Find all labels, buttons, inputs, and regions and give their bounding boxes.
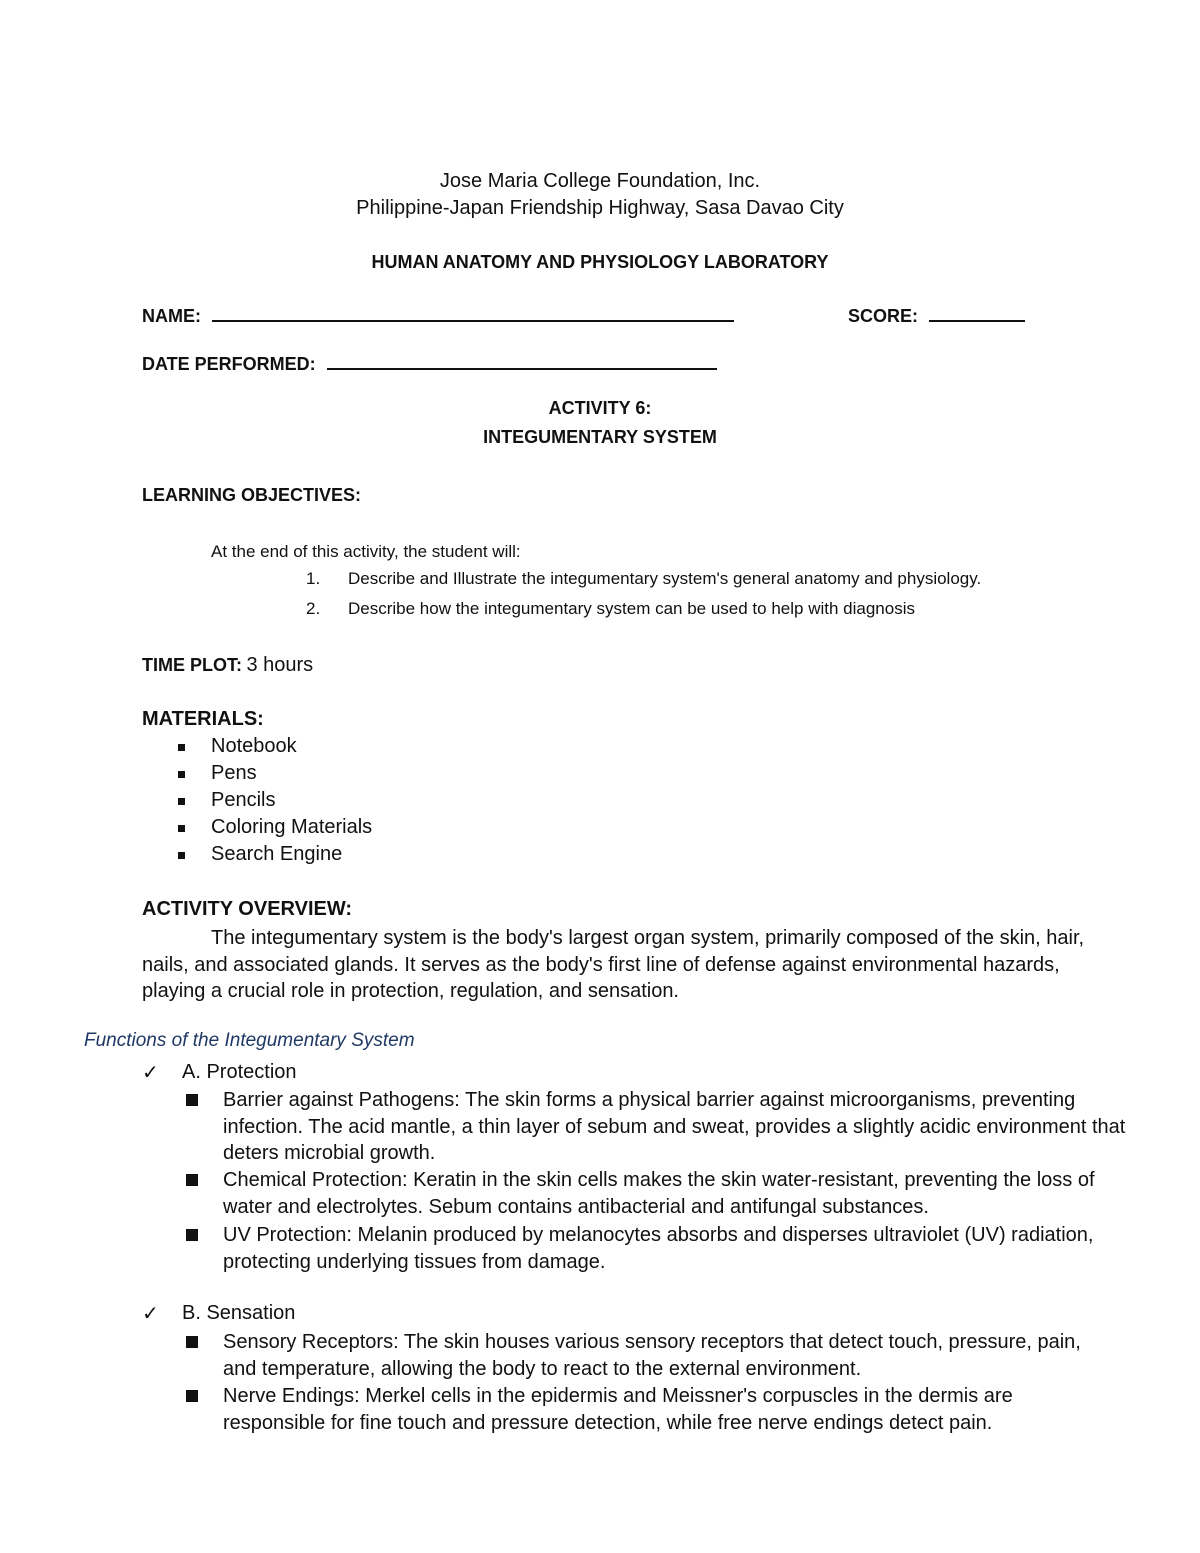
functions-section-title: Functions of the Integumentary System (84, 1030, 415, 1051)
protection-bullet (223, 1167, 1095, 1220)
name-field (142, 302, 734, 327)
bullet-square-icon (186, 1390, 198, 1402)
score-field (848, 302, 1025, 327)
bullet-line: water and electrolytes. Sebum contains antibacterial and antifungal substances. (223, 1195, 929, 1218)
objective-number-2: 2. (306, 599, 321, 618)
overview-line: nails, and associated glands. It serves as the body's first line of defense against environmental hazards, (142, 953, 1060, 976)
checkmark-icon: ✓ (142, 1060, 159, 1084)
material-item: Search Engine (211, 843, 343, 865)
objective-item-2: Describe how the integumentary system can be used to help with diagnosis (348, 599, 915, 618)
overview-paragraph (142, 925, 1085, 1005)
sensation-label: B. Sensation (182, 1302, 296, 1324)
overview-heading: ACTIVITY OVERVIEW: (142, 898, 353, 920)
protection-bullet (223, 1087, 1125, 1167)
bullet-square-icon (178, 825, 185, 832)
date-blank-line[interactable] (327, 350, 717, 370)
protection-label: A. Protection (182, 1061, 297, 1083)
bullet-square-icon (186, 1229, 198, 1241)
date-performed-label: DATE PERFORMED: (142, 354, 316, 374)
objective-item-1: Describe and Illustrate the integumentary system's general anatomy and physiology. (348, 569, 982, 588)
time-plot-value: 3 hours (246, 654, 314, 676)
institution-name: Jose Maria College Foundation, Inc. (439, 170, 761, 192)
material-item: Pencils (211, 789, 276, 811)
bullet-square-icon (186, 1336, 198, 1348)
score-blank-line[interactable] (929, 302, 1025, 322)
bullet-line: protecting underlying tissues from damage. (223, 1250, 606, 1273)
activity-number: ACTIVITY 6: (548, 398, 652, 418)
bullet-line: responsible for fine touch and pressure detection, while free nerve endings detect pain. (223, 1411, 993, 1434)
sensation-bullet (223, 1329, 1081, 1382)
bullet-line: Nerve Endings: Merkel cells in the epidermis and Meissner's corpuscles in the dermis are (223, 1385, 1013, 1407)
bullet-line: infection. The acid mantle, a thin layer of sebum and sweat, provides a slightly acidic environment that (223, 1115, 1126, 1138)
objective-number-1: 1. (306, 569, 321, 588)
objectives-heading: LEARNING OBJECTIVES: (142, 485, 362, 505)
name-blank-line[interactable] (212, 302, 734, 322)
bullet-square-icon (178, 798, 185, 805)
bullet-line: UV Protection: Melanin produced by melanocytes absorbs and disperses ultraviolet (UV) radiation, (223, 1224, 1094, 1246)
sensation-bullet (223, 1383, 1013, 1436)
materials-heading: MATERIALS: (142, 708, 264, 730)
bullet-square-icon (178, 744, 185, 751)
course-title: HUMAN ANATOMY AND PHYSIOLOGY LABORATORY (371, 252, 829, 272)
time-plot (142, 654, 313, 677)
objectives-intro: At the end of this activity, the student will: (211, 542, 521, 561)
overview-line: playing a crucial role in protection, regulation, and sensation. (142, 980, 679, 1002)
protection-bullet (223, 1222, 1093, 1275)
bullet-line: Barrier against Pathogens: The skin forms a physical barrier against microorganisms, preventing (223, 1089, 1076, 1111)
score-label: SCORE: (848, 306, 919, 326)
bullet-line: Sensory Receptors: The skin houses various sensory receptors that detect touch, pressure, pain, (223, 1331, 1081, 1353)
institution-address: Philippine-Japan Friendship Highway, Sasa Davao City (356, 197, 844, 219)
material-item: Pens (211, 762, 257, 784)
bullet-line: and temperature, allowing the body to react to the external environment. (223, 1357, 862, 1380)
material-item: Notebook (211, 735, 297, 757)
bullet-square-icon (178, 852, 185, 859)
material-item: Coloring Materials (211, 816, 373, 838)
checkmark-icon: ✓ (142, 1301, 159, 1325)
bullet-line: deters microbial growth. (223, 1142, 436, 1164)
bullet-square-icon (186, 1094, 198, 1106)
activity-title: INTEGUMENTARY SYSTEM (483, 427, 717, 447)
bullet-square-icon (178, 771, 185, 778)
bullet-line: Chemical Protection: Keratin in the skin cells makes the skin water-resistant, preventing the loss of (223, 1169, 1095, 1191)
time-plot-label: TIME PLOT: (142, 655, 242, 675)
bullet-square-icon (186, 1174, 198, 1186)
name-label: NAME: (142, 306, 201, 326)
overview-line: The integumentary system is the body's largest organ system, primarily composed of the skin, hair, (211, 927, 1085, 949)
date-performed-field (142, 350, 717, 375)
